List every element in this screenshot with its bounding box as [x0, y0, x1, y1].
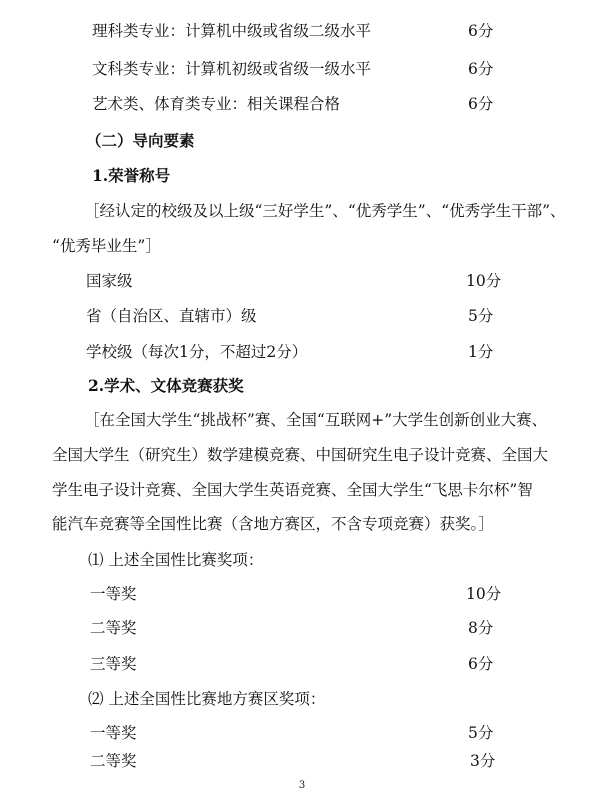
honors-heading: 1.荣誉称号 [92, 166, 171, 185]
national-second-label: 二等奖 [90, 619, 137, 637]
science-score: 6分 [468, 22, 494, 40]
regional-first-label: 一等奖 [90, 724, 137, 742]
competitions-desc-line3: 学生电子设计竞赛、全国大学生英语竞赛、全国大学生“飞思卡尔杯”智 [52, 481, 533, 499]
competitions-heading: 2.学术、文体竞赛获奖 [88, 376, 244, 395]
liberal-arts-score: 6分 [468, 60, 494, 78]
honors-school-score: 1分 [468, 343, 494, 361]
liberal-arts-label: 文科类专业：计算机初级或省级一级水平 [92, 60, 372, 78]
national-awards-title: ⑴ 上述全国性比赛奖项： [88, 551, 264, 569]
regional-first-score: 5分 [468, 724, 494, 742]
national-second-score: 8分 [468, 619, 494, 637]
honors-desc-line1: ［经认定的校级及以上级“三好学生”、“优秀学生”、“优秀学生干部”、 [84, 202, 566, 220]
competitions-desc-line2: 全国大学生（研究生）数学建模竞赛、中国研究生电子设计竞赛、全国大 [52, 446, 549, 464]
honors-school-label: 学校级（每次1分，不超过2分） [86, 343, 308, 361]
national-first-score: 10分 [466, 585, 502, 603]
science-label: 理科类专业：计算机中级或省级二级水平 [92, 22, 372, 40]
honors-provincial-label: 省（自治区、直辖市）级 [86, 307, 257, 325]
honors-national-score: 10分 [466, 272, 502, 290]
arts-sports-label: 艺术类、体育类专业：相关课程合格 [92, 95, 341, 113]
honors-national-label: 国家级 [86, 272, 133, 290]
national-first-label: 一等奖 [90, 585, 137, 603]
section-heading: （二）导向要素 [86, 131, 195, 150]
honors-desc-line2: “优秀毕业生”］ [52, 237, 161, 255]
regional-second-label: 二等奖 [90, 752, 137, 770]
competitions-desc-line1: ［在全国大学生“挑战杯”赛、全国“互联网+”大学生创新创业大赛、 [84, 411, 548, 429]
honors-provincial-score: 5分 [468, 307, 494, 325]
page-number: 3 [298, 780, 306, 791]
regional-awards-title: ⑵ 上述全国性比赛地方赛区奖项： [88, 690, 326, 708]
regional-second-score: 3分 [470, 752, 496, 770]
national-third-score: 6分 [468, 655, 494, 673]
arts-sports-score: 6分 [468, 95, 494, 113]
national-third-label: 三等奖 [90, 655, 137, 673]
competitions-desc-line4: 能汽车竞赛等全国性比赛（含地方赛区，不含专项竞赛）获奖。］ [52, 515, 494, 533]
